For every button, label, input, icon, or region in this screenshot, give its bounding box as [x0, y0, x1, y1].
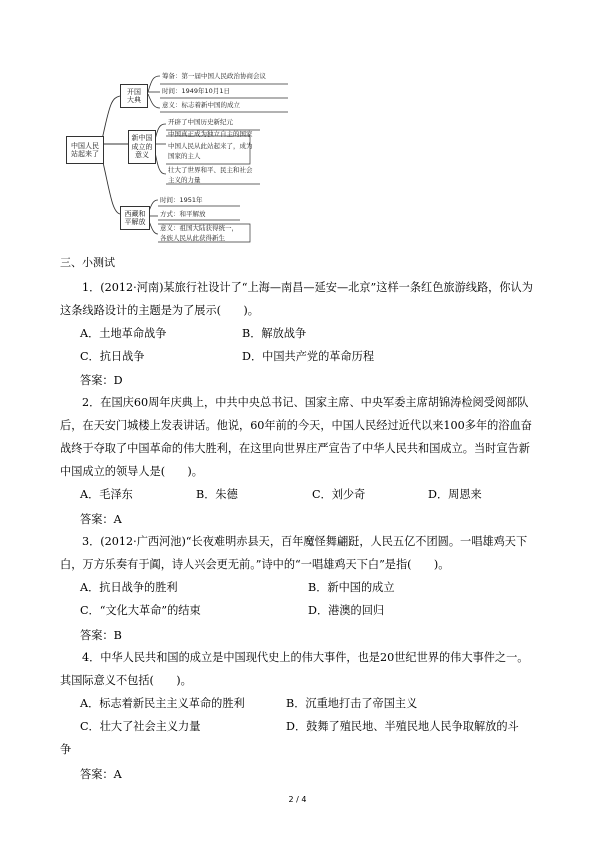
section-title: 三、小测试 — [60, 256, 115, 269]
mind-map-item: 筹备：第一届中国人民政治协商会议 — [162, 72, 266, 80]
mind-map-item: 国家的主人 — [168, 152, 201, 160]
mind-map-branch-tibet: 西藏和 平解放 — [120, 206, 150, 230]
mind-map-item: 时间：1951年 — [160, 196, 203, 204]
question-1-option-a: A．土地革命战争 — [80, 327, 167, 340]
mind-map-item: 开辟了中国历史新纪元 — [168, 118, 233, 126]
mind-map-item: 方式：和平解放 — [160, 210, 206, 218]
question-3-answer: 答案：B — [80, 629, 122, 642]
question-3-option-d: D．港澳的回归 — [308, 604, 385, 617]
mind-map-item: 壮大了世界和平、民主和社会 — [168, 166, 253, 174]
question-1-text: 1．(2012·河南)某旅行社设计了“上海—南昌—延安—北京”这样一条红色旅游线路，你认为这条线路设计的主题是为了展示( )。 — [60, 281, 533, 317]
question-2-answer: 答案：A — [80, 513, 122, 526]
question-4-option-c: C．壮大了社会主义力量 — [80, 720, 201, 733]
question-1-answer: 答案：D — [80, 374, 123, 387]
question-3-option-c: C．“文化大革命”的结束 — [80, 604, 201, 617]
mind-map-item: 中国真正成为独立自主的国家 — [168, 130, 253, 138]
question-2-text: 2．在国庆60周年庆典上，中共中央总书记、国家主席、中央军委主席胡锦涛检阅受阅部队后，在天安门城楼上发表讲话。他说，60年前的今天，中国人民经过近代以来100多年的浴血奋战终于夺取了中国革命的伟大胜利，在这里向世界庄严宣告了中华人民共和国成立。当时宣告新中国成立的领导人是( )。 — [60, 396, 532, 478]
question-2-option-b: B．朱德 — [196, 488, 238, 501]
mind-map-root: 中国人民 站起来了 — [66, 136, 104, 164]
question-4-option-a: A．标志着新民主主义革命的胜利 — [80, 697, 245, 710]
question-2-option-a: A．毛泽东 — [80, 488, 133, 501]
question-3-option-a: A．抗日战争的胜利 — [80, 581, 178, 594]
question-1-option-d: D．中国共产党的革命历程 — [242, 350, 375, 363]
mind-map-item: 各族人民从此获得新生 — [160, 234, 225, 242]
question-4-option-d: D．鼓舞了殖民地、半殖民地人民争取解放的斗 — [286, 720, 519, 733]
mind-map-item: 意义：祖国大陆获得统一， — [160, 224, 238, 232]
mind-map-branch-founding-ceremony: 开国 大典 — [120, 84, 148, 108]
question-4-text: 4．中华人民共和国的成立是中国现代史上的伟大事件，也是20世纪世界的伟大事件之一。其国际意义不包括( )。 — [60, 651, 529, 687]
mind-map-branch-significance: 新中国 成立的 意义 — [128, 130, 156, 164]
question-1-option-c: C．抗日战争 — [80, 350, 145, 363]
question-1-option-b: B．解放战争 — [242, 327, 307, 340]
question-4-option-b: B．沉重地打击了帝国主义 — [286, 697, 418, 710]
mind-map-item: 意义：标志着新中国的成立 — [162, 101, 240, 109]
question-3-option-b: B．新中国的成立 — [308, 581, 395, 594]
page-number: 2 / 4 — [288, 795, 307, 804]
question-4-answer: 答案：A — [80, 768, 122, 781]
mind-map-diagram — [60, 62, 290, 252]
question-2-option-c: C．刘少奇 — [312, 488, 366, 501]
mind-map-item: 主义的力量 — [168, 176, 201, 184]
question-4-option-d-continued: 争 — [60, 743, 72, 756]
mind-map-item: 中国人民从此站起来了，成为 — [168, 142, 253, 150]
mind-map-item: 时间：1949年10月1日 — [162, 87, 230, 95]
question-2-option-d: D．周恩来 — [428, 488, 482, 501]
question-3-text: 3．(2012·广西河池)“长夜难明赤县天，百年魔怪舞翩跹，人民五亿不团圆。一唱雄鸡天下白，万方乐奏有于阗，诗人兴会更无前。”诗中的“一唱雄鸡天下白”是指( )。 — [60, 535, 528, 571]
